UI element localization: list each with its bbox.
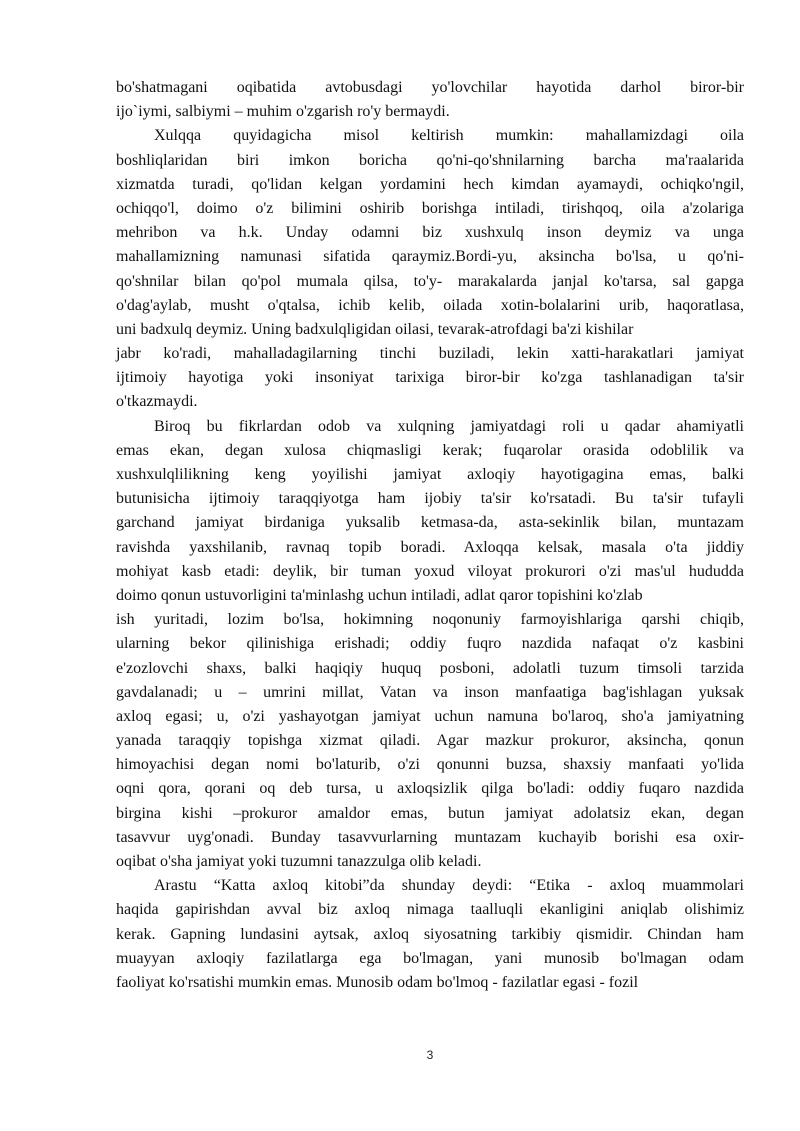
text-line: uni badxulq deymiz. Uning badxulqligidan oilasi, tevarak-atrofdagi ba'zi kishilar [116, 320, 634, 338]
text-line: Arastu “Katta axloq kitobi”da shunday deydi: “Etika - axloq muammolari [154, 877, 744, 895]
text-line: xushxulqlilikning keng yoyilishi jamiyat axloqiy hayotigagina emas, balki [116, 466, 744, 483]
text-line: e'zozlovchi shaxs, balki haqiqiy huquq posboni, adolatli tuzum timsoli tarzida [116, 659, 744, 677]
document-body [116, 76, 744, 995]
text-line: Xulqqa quyidagicha misol keltirish mumkin: mahallamizdagi oila [154, 127, 744, 145]
paragraph [116, 874, 744, 995]
text-line: ravishda yaxshilanib, ravnaq topib boradi. Axloqqa kelsak, masala o'ta jiddiy [116, 538, 744, 556]
text-line: birgina kishi –prokuror amaldor emas, butun jamiyat adolatsiz ekan, degan [116, 804, 744, 822]
text-line: muayyan axloqiy fazilatlarga ega bo'lmagan, yani munosib bo'lmagan odam [116, 949, 744, 967]
text-line: qo'shnilar bilan qo'pol mumala qilsa, to'y- marakalarda janjal ko'tarsa, sal gapga [116, 272, 744, 290]
text-line: jabr ko'radi, mahalladagilarning tinchi buziladi, lekin xatti-harakatlari jamiyat [116, 345, 744, 363]
text-line: ochiqqo'l, doimo o'z bilimini oshirib borishga intiladi, tirishqoq, oila a'zolariga [116, 199, 744, 217]
text-line: ijo`iymi, salbiymi – muhim o'zgarish ro'y bermaydi. [116, 103, 450, 121]
paragraph [116, 76, 744, 124]
paragraph [116, 124, 744, 414]
text-line: faoliyat ko'rsatishi mumkin emas. Munosib odam bo'lmoq - fazilatlar egasi - fozil [116, 973, 639, 991]
text-line: xizmatda turadi, qo'lidan kelgan yordamini hech kimdan ayamaydi, ochiqko'ngil, [116, 175, 744, 193]
text-line: boshliqlaridan biri imkon boricha qo'ni-qo'shnilarning barcha ma'raalarida [116, 151, 744, 169]
text-line: Biroq bu fikrlardan odob va xulqning jamiyatdagi roli u qadar ahamiyatli [154, 417, 744, 435]
text-line: o'dag'aylab, musht o'qtalsa, ichib kelib, oilada xotin-bolalarini urib, haqoratlasa, [116, 296, 744, 314]
text-line: oqni qora, qorani oq deb tursa, u axloqsizlik qilga bo'ladi: oddiy fuqaro nazdida [116, 780, 744, 798]
text-line: mahallamizning namunasi sifatida qaraymiz.Bordi-yu, aksincha bo'lsa, u qo'ni- [116, 248, 744, 266]
text-line: bo'shatmagani oqibatida avtobusdagi yo'lovchilar hayotida darhol biror-bir [116, 79, 744, 96]
text-line: oqibat o'sha jamiyat yoki tuzumni tanazzulga olib keladi. [116, 853, 482, 870]
text-line: ularning bekor qilinishiga erishadi; oddiy fuqro nazdida nafaqat o'z kasbini [116, 635, 744, 653]
text-line: doimo qonun ustuvorligini ta'minlashg uchun intiladi, adlat qaror topishini ko'zlab [116, 586, 643, 604]
text-line: o'tkazmaydi. [116, 393, 198, 411]
text-line: kerak. Gapning lundasini aytsak, axloq siyosatning tarkibiy qismidir. Chindan ham [116, 925, 744, 943]
text-line: mehribon va h.k. Unday odamni biz xushxulq inson deymiz va unga [116, 224, 744, 242]
text-line: emas ekan, degan xulosa chiqmasligi kerak; fuqarolar orasida odoblilik va [116, 441, 744, 459]
text-line: garchand jamiyat birdaniga yuksalib ketmasa-da, asta-sekinlik bilan, muntazam [116, 514, 744, 532]
text-line: himoyachisi degan nomi bo'laturib, o'zi qonunni buzsa, shaxsiy manfaati yo'lida [116, 756, 744, 774]
paragraph [116, 415, 744, 875]
text-line: mohiyat kasb etadi: deylik, bir tuman yoxud viloyat prokurori o'zi mas'ul hududda [116, 562, 744, 580]
page-number: 3 [426, 1048, 434, 1062]
text-line: haqida gapirishdan avval biz axloq nimaga taalluqli ekanligini aniqlab olishimiz [116, 901, 744, 919]
text-line: butunisicha ijtimoiy taraqqiyotga ham ijobiy ta'sir ko'rsatadi. Bu ta'sir tufayli [116, 490, 744, 508]
text-line: gavdalanadi; u – umrini millat, Vatan va inson manfaatiga bag'ishlagan yuksak [116, 683, 744, 701]
text-line: axloq egasi; u, o'zi yashayotgan jamiyat uchun namuna bo'laroq, sho'a jamiyatning [116, 707, 744, 725]
text-line: ish yuritadi, lozim bo'lsa, hokimning noqonuniy farmoyishlariga qarshi chiqib, [116, 611, 744, 629]
text-line: ijtimoiy hayotiga yoki insoniyat tarixiga biror-bir ko'zga tashlanadigan ta'sir [116, 369, 744, 387]
text-line: yanada taraqqiy topishga xizmat qiladi. Agar mazkur prokuror, aksincha, qonun [116, 732, 744, 750]
text-line: tasavvur uyg'onadi. Bunday tasavvurlarning muntazam kuchayib borishi esa oxir- [116, 828, 744, 846]
